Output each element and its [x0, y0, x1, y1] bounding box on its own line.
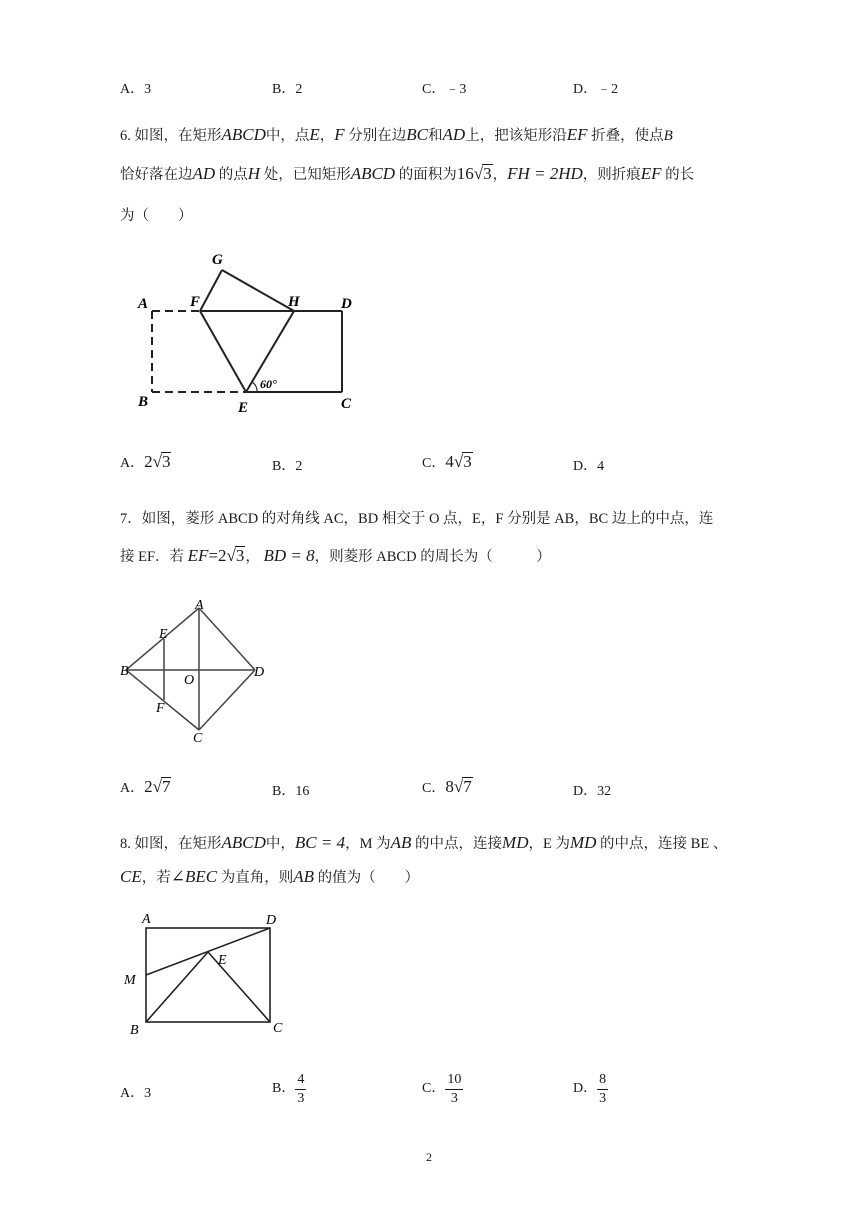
q7-option-b: B．16	[272, 784, 310, 799]
q8-line-2: CE，若∠BEC 为直角，则AB 的值为（ ）	[120, 867, 420, 886]
q8-option-c: C． $\frac{10}{3}$	[422, 1072, 462, 1106]
q7-fig-label-o: O	[184, 673, 195, 688]
q8-option-a: A．3	[120, 1086, 152, 1101]
q5-option-c: C．﹣3	[422, 82, 467, 97]
q7-fig-label-e: E	[159, 627, 168, 642]
q7-option-d: D．32	[573, 784, 612, 799]
q6-option-b: B．2	[272, 459, 303, 474]
q6-fig-label-b: B	[138, 394, 149, 410]
q6-line-1: 6. 如图，在矩形ABCD中，点E，F 分别在边BC和AD上，把该矩形沿EF 折叠，使点B	[120, 125, 673, 144]
q7-option-c: C．8√7	[422, 777, 472, 796]
q8-option-d: D． $\frac{8}{3}$	[573, 1072, 607, 1106]
q7-fig-label-c: C	[193, 731, 203, 744]
q8-figure	[118, 906, 298, 1036]
q7-line-2: 接 EF．若 EF=2√3， BD = 8，则菱形 ABCD 的周长为（ ）	[120, 546, 551, 565]
q7-figure	[116, 592, 276, 744]
q7-option-a: A．2√7	[120, 777, 171, 796]
q6-line-3: 为（ ）	[120, 208, 193, 224]
q7-line-1: 7．如图，菱形 ABCD 的对角线 AC，BD 相交于 O 点，E，F 分别是 AB，BC 边上的中点，连	[120, 511, 714, 527]
q8-fig-label-m: M	[124, 973, 136, 988]
q6-fig-label-c: C	[341, 396, 352, 412]
q6-figure	[128, 244, 368, 416]
q6-option-d: D．4	[573, 459, 605, 474]
q5-option-b: B．2	[272, 82, 303, 97]
q7-fig-label-f: F	[156, 701, 165, 716]
q8-fig-segment-md	[146, 928, 270, 975]
q7-fig-label-a: A	[195, 598, 204, 613]
q5-option-d: D．﹣2	[573, 82, 619, 97]
q8-fig-label-d: D	[266, 913, 277, 928]
q6-fig-segment-fe	[200, 311, 246, 392]
q8-line-1: 8. 如图，在矩形ABCD中，BC = 4，M 为AB 的中点，连接MD，E 为MD 的中点，连接 BE 、	[120, 833, 728, 852]
q7-fig-segment-da	[199, 608, 255, 670]
q8-fig-rectangle	[146, 928, 270, 1022]
q6-fig-label-h: H	[288, 294, 300, 310]
q6-option-a: A．2√3	[120, 452, 171, 471]
q7-fig-segment-cd	[199, 670, 255, 730]
q5-option-a: A．3	[120, 82, 152, 97]
q6-fig-label-e: E	[238, 400, 249, 416]
q8-fig-label-a: A	[142, 912, 151, 927]
q6-fig-angle-arc	[252, 382, 257, 392]
q6-fig-label-d: D	[341, 296, 352, 312]
q6-fig-angle-label: 60°	[260, 377, 277, 391]
q6-fig-label-g: G	[212, 252, 223, 268]
q6-option-c: C．4√3	[422, 452, 472, 471]
q8-fig-label-c: C	[273, 1021, 283, 1036]
page-number: 2	[426, 1150, 432, 1164]
q6-line-2: 恰好落在边AD 的点H 处，已知矩形ABCD 的面积为16√3，FH = 2HD，则折痕EF 的长	[120, 164, 695, 183]
q6-fig-segment-fg	[200, 270, 222, 311]
q8-fig-label-b: B	[130, 1023, 139, 1036]
q6-fig-segment-gh	[222, 270, 294, 311]
q7-fig-label-d: D	[254, 665, 265, 680]
q7-fig-label-b: B	[120, 664, 129, 679]
q6-fig-label-f: F	[190, 294, 201, 310]
q8-fig-label-e: E	[218, 953, 227, 968]
q8-option-b: B． $\frac{4}{3}$	[272, 1072, 305, 1106]
q6-fig-label-a: A	[138, 296, 149, 312]
